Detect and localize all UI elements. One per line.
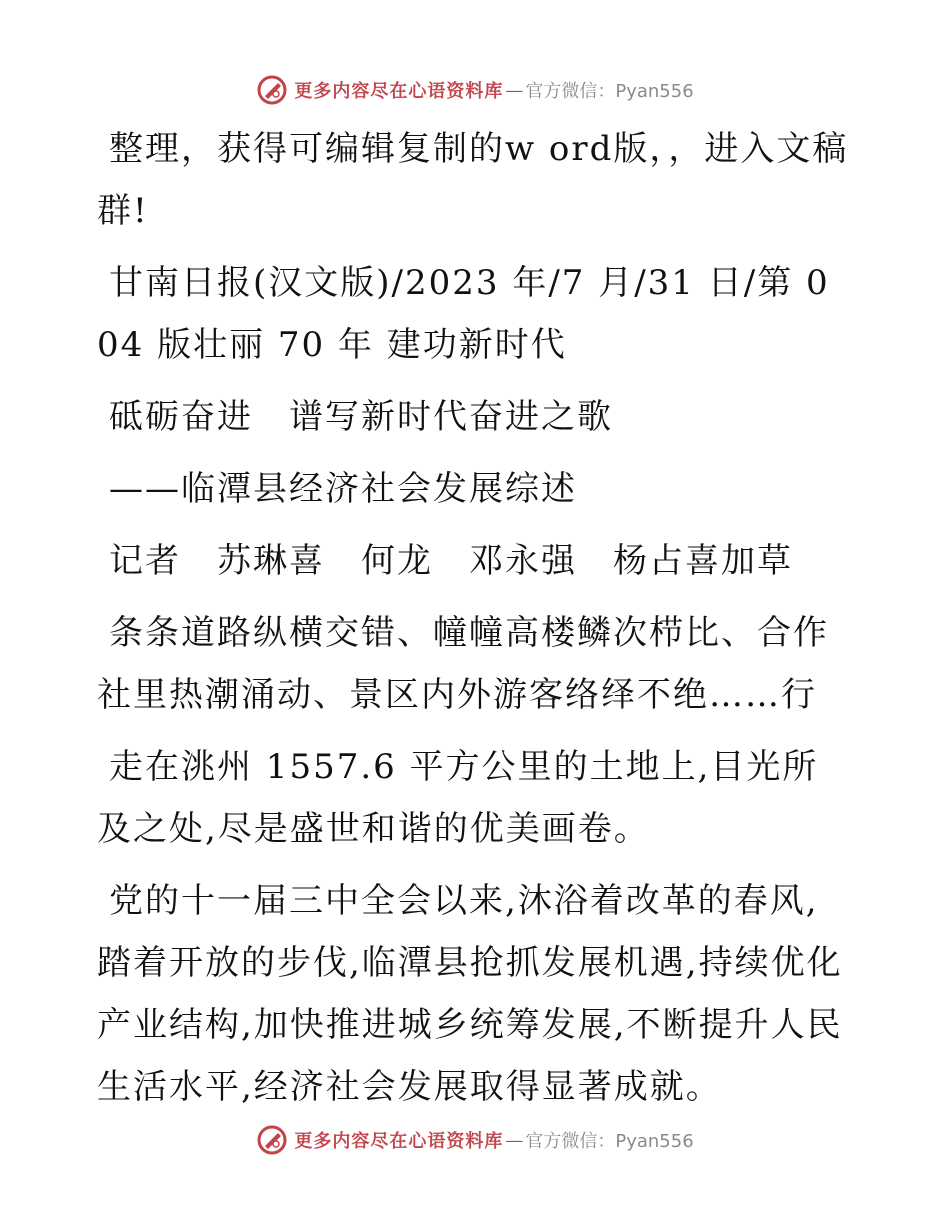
paragraph-body-3: 党的十一届三中全会以来,沐浴着改革的春风,踏着开放的步伐,临潭县抢抓发展机遇,持续优化产业结构,加快推进城乡统筹发展,不断提升人民生活水平,经济社会发展取得显著成就。 [97,881,843,1107]
paragraph-source: 甘南日报(汉文版)/2023 年/7 月/31 日/第 004 版壮丽 70 年 建功新时代 [97,263,830,365]
watermark-dash: — [505,79,524,101]
paragraph-body-1: 条条道路纵横交错、幢幢高楼鳞次栉比、合作社里热潮涌动、景区内外游客络绎不绝……行 [97,613,829,715]
watermark-dash: — [505,1129,524,1151]
paragraph-intro: 整理，获得可编辑复制的w ord版，，进入文稿群! [97,129,849,231]
watermark-text: 更多内容尽在心语资料库 [294,81,504,102]
watermark-text: 更多内容尽在心语资料库 [294,1131,504,1152]
watermark-contact: 官方微信：Pyan556 [525,81,694,102]
watermark-contact: 官方微信：Pyan556 [525,1131,694,1152]
article-subtitle: ——临潭县经济社会发展综述 [109,469,577,509]
byline: 记者 苏琳喜 何龙 邓永强 杨占喜加草 [109,541,793,581]
document-body [97,118,853,1128]
logo-icon [256,74,288,106]
watermark-footer [0,1120,950,1160]
logo-icon [256,1124,288,1156]
watermark-header [0,70,950,110]
article-title: 砥砺奋进 谱写新时代奋进之歌 [109,397,613,437]
paragraph-body-2: 走在洮州 1557.6 平方公里的土地上,目光所及之处,尽是盛世和谐的优美画卷。 [97,747,819,849]
